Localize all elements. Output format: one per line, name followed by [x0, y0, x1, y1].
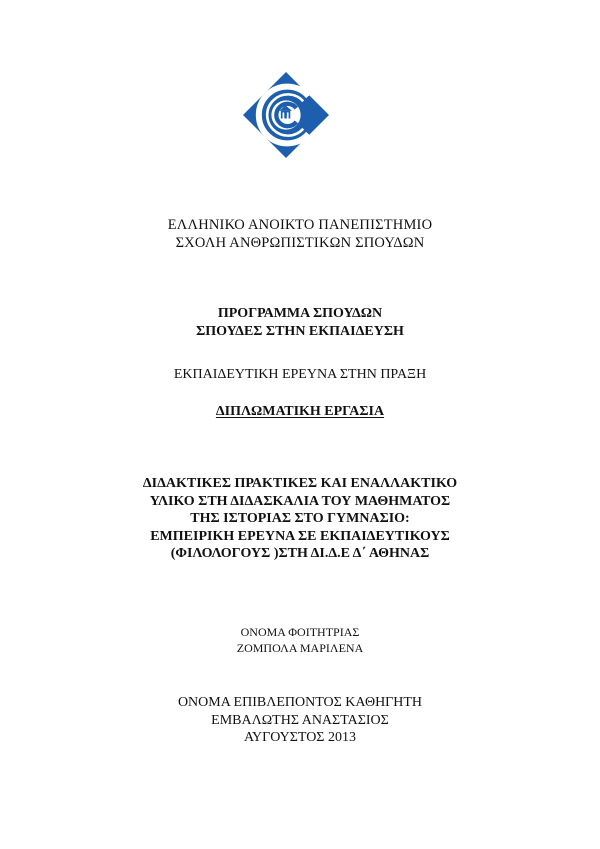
program-block [0, 305, 600, 341]
course-text: ΕΚΠΑΙΔΕΥΤΙΚΗ ΕΡΕΥΝΑ ΣΤΗΝ ΠΡΑΞΗ [173, 367, 427, 382]
eap-university-logo-icon [243, 72, 329, 158]
thesis-title [0, 475, 600, 563]
submission-date: ΑΥΓΟΥΣΤΟΣ 2013 [244, 730, 356, 745]
thesis-title-line: ΕΜΠΕΙΡΙΚΗ ΕΡΕΥΝΑ ΣΕ ΕΚΠΑΙΔΕΥΤΙΚΟΥΣ [150, 528, 450, 544]
document-type [0, 403, 600, 421]
supervisor-block [0, 694, 600, 747]
university-name: ΕΛΛΗΝΙΚΟ ΑΝΟΙΚΤΟ ΠΑΝΕΠΙΣΤΗΜΙΟ [167, 217, 433, 233]
thesis-title-line: ΔΙΔΑΚΤΙΚΕΣ ΠΡΑΚΤΙΚΕΣ ΚΑΙ ΕΝΑΛΛΑΚΤΙΚΟ [142, 476, 458, 491]
student-name: ΖΟΜΠΟΛΑ ΜΑΡΙΛΕΝΑ [236, 641, 364, 655]
program-name: ΣΠΟΥΔΕΣ ΣΤΗΝ ΕΚΠΑΙΔΕΥΣΗ [196, 324, 404, 339]
course-name [0, 366, 600, 384]
thesis-title-line: ΤΗΣ ΙΣΤΟΡΙΑΣ ΣΤΟ ΓΥΜΝΑΣΙΟ: [190, 511, 410, 526]
supervisor-name: ΕΜΒΑΛΩΤΗΣ ΑΝΑΣΤΑΣΙΟΣ [211, 712, 389, 728]
thesis-title-line: ΥΛΙΚΟ ΣΤΗ ΔΙΔΑΣΚΑΛΙΑ ΤΟΥ ΜΑΘΗΜΑΤΟΣ [149, 493, 451, 509]
school-name: ΣΧΟΛΗ ΑΝΘΡΩΠΙΣΤΙΚΩΝ ΣΠΟΥΔΩΝ [175, 235, 425, 251]
student-label: ΟΝΟΜΑ ΦΟΙΤΗΤΡΙΑΣ [240, 625, 360, 639]
student-block [0, 624, 600, 656]
thesis-title-line: (ΦΙΛΟΛΟΓΟΥΣ )ΣΤΗ ΔΙ.Δ.Ε Δ΄ ΑΘΗΝΑΣ [170, 546, 430, 561]
document-type-text: ΔΙΠΛΩΜΑΤΙΚΗ ΕΡΓΑΣΙΑ [215, 404, 385, 419]
university-block [0, 216, 600, 252]
supervisor-label: ΟΝΟΜΑ ΕΠΙΒΛΕΠΟΝΤΟΣ ΚΑΘΗΓΗΤΗ [177, 695, 423, 710]
program-label: ΠΡΟΓΡΑΜΜΑ ΣΠΟΥΔΩΝ [217, 306, 383, 321]
